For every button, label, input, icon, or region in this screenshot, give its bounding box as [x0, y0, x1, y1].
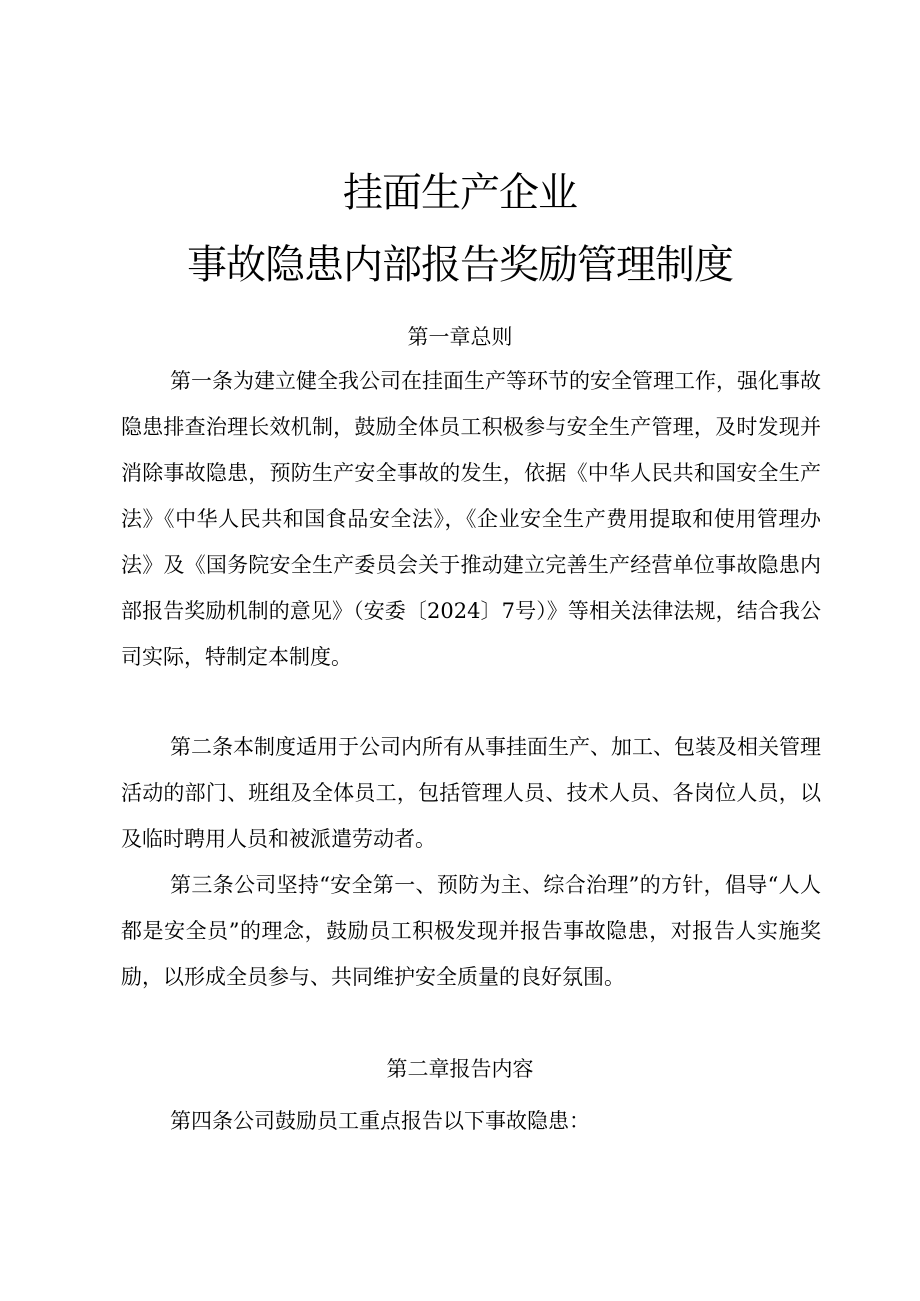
chapter-1-heading: 第一章总则 [407, 325, 513, 349]
article-2-label: 第二条 [170, 735, 233, 759]
article-2-text: 本制度适用于公司内所有从事挂面生产、加工、包装及相关管理活动的部门、班组及全体员工，包括管理人员、技术人员、各岗位人员，以及临时聘用人员和被派遣劳动者。 [121, 735, 821, 851]
article-3-text: 公司坚持“安全第一、预防为主、综合治理”的方针，倡导“人人都是安全员”的理念，鼓励员工积极发现并报告事故隐患，对报告人实施奖励，以形成全员参与、共同维护安全质量的良好氛围。 [121, 873, 821, 989]
article-4-text: 公司鼓励员工重点报告以下事故隐患： [233, 1109, 590, 1133]
chapter-2-heading: 第二章报告内容 [386, 1057, 534, 1081]
article-1-label: 第一条 [170, 369, 233, 393]
article-4-label: 第四条 [170, 1109, 233, 1133]
document-title-line-2: 事故隐患内部报告奖励管理制度 [187, 242, 733, 288]
article-1 [121, 358, 821, 680]
article-4 [121, 1098, 821, 1144]
article-2 [121, 724, 821, 862]
article-3 [121, 862, 821, 1000]
article-3-label: 第三条 [170, 873, 234, 897]
document-title-line-1: 挂面生产企业 [343, 170, 577, 216]
article-1-text: 为建立健全我公司在挂面生产等环节的安全管理工作，强化事故隐患排查治理长效机制，鼓励全体员工积极参与安全生产管理，及时发现并消除事故隐患，预防生产安全事故的发生，依据《中华人民共和国安全生产法》《中华人民共和国食品安全法》，《企业安全生产费用提取和使用管理办法》及《国务院安全生产委员会关于推动建立完善生产经营单位事故隐患内部报告奖励机制的意见》（安委〔2024〕7号）》等相关法律法规，结合我公司实际，特制定本制度。 [121, 369, 821, 669]
